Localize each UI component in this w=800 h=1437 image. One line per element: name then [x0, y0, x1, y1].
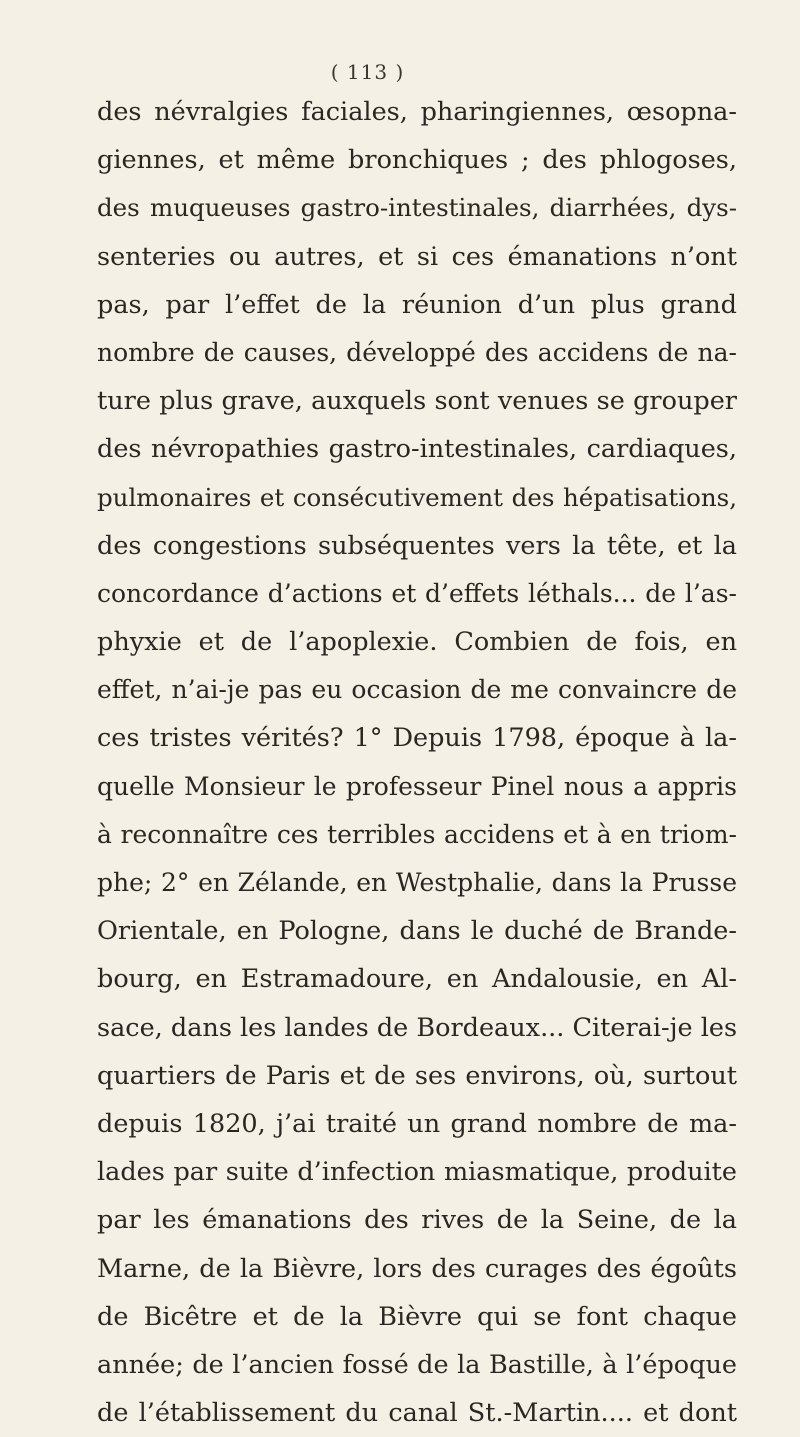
text-line: des congestions subséquentes vers la tête, et la	[97, 530, 737, 561]
text-line: année; de l’ancien fossé de la Bastille, à l’époque	[97, 1349, 737, 1380]
text-line: sace, dans les landes de Bordeaux... Citerai-je les	[97, 1012, 738, 1043]
text-line: effet, n’ai-je pas eu occasion de me convaincre de	[97, 675, 737, 705]
text-line: pulmonaires et consécutivement des hépatisations,	[97, 482, 737, 512]
text-line: phyxie et de l’apoplexie. Combien de fois, en	[97, 627, 737, 658]
text-line: Orientale, en Pologne, dans le duché de Brande-	[97, 916, 737, 947]
text-line: bourg, en Estramadoure, en Andalousie, en Al-	[97, 964, 737, 995]
text-line: quelle Monsieur le professeur Pinel nous a appris	[97, 771, 737, 801]
text-line: pas, par l’effet de la réunion d’un plus grand	[97, 289, 737, 320]
text-line: lades par suite d’infection miasmatique, produite	[97, 1157, 737, 1188]
body-text	[97, 88, 737, 1437]
text-line: concordance d’actions et d’effets léthals... de l’as-	[97, 578, 737, 608]
text-line: des névralgies faciales, pharingiennes, œsopna-	[97, 97, 737, 127]
text-line: par les émanations des rives de la Seine, de la	[97, 1205, 737, 1236]
text-line: phe; 2° en Zélande, en Westphalie, dans la Prusse	[97, 868, 737, 897]
text-line: de l’établissement du canal St.-Martin.... et dont	[97, 1398, 737, 1429]
text-line: de Bicêtre et de la Bièvre qui se font chaque	[97, 1301, 737, 1332]
text-line: ture plus grave, auxquels sont venues se grouper	[97, 386, 737, 417]
text-line: ces tristes vérités? 1° Depuis 1798, époque à la-	[97, 723, 737, 754]
text-line: senteries ou autres, et si ces émanations n’ont	[97, 241, 737, 272]
text-line: Marne, de la Bièvre, lors des curages des égoûts	[97, 1253, 737, 1284]
text-line: giennes, et même bronchiques ; des phlogoses,	[97, 145, 737, 176]
text-line: quartiers de Paris et de ses environs, où, surtout	[97, 1060, 737, 1091]
text-line: depuis 1820, j’ai traité un grand nombre de ma-	[97, 1108, 737, 1139]
text-line: des muqueuses gastro-intestinales, diarrhées, dys-	[97, 193, 737, 223]
page-number: ( 113 )	[330, 60, 405, 84]
text-line: nombre de causes, développé des accidens de na-	[97, 337, 737, 367]
text-line: des névropathies gastro-intestinales, cardiaques,	[97, 434, 737, 465]
text-line: à reconnaître ces terribles accidens et à en triom-	[97, 819, 737, 849]
